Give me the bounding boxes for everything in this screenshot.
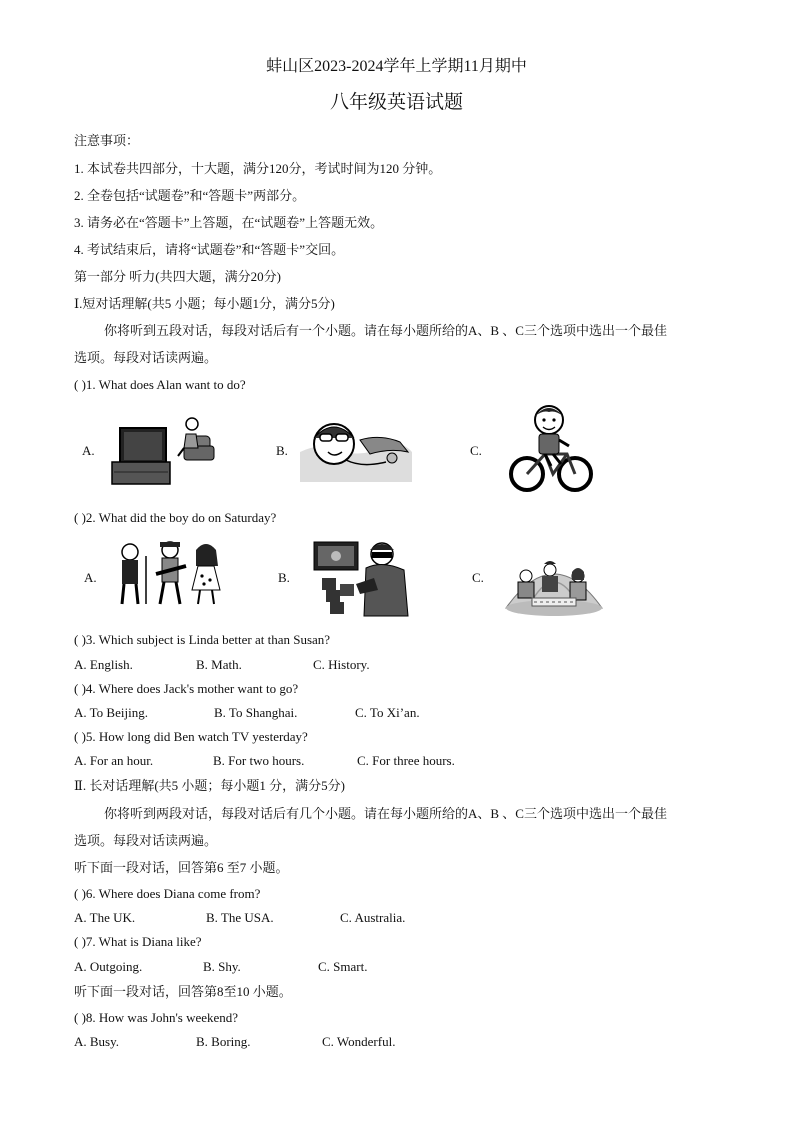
- dialogue-lead: 听下面一段对话，回答第8至10 小题。: [74, 984, 292, 999]
- section-instruction: 选项。每段对话读两遍。: [74, 833, 218, 848]
- option-c: C. Smart.: [318, 959, 368, 974]
- option-b: B. Boring.: [196, 1034, 251, 1049]
- option-c: C. History.: [313, 657, 370, 672]
- option-b: B. The USA.: [206, 910, 274, 925]
- notice-heading: 注意事项：: [74, 133, 140, 148]
- option-b: B. To Shanghai.: [214, 705, 298, 720]
- question-2: ( )2. What did the boy do on Saturday?: [74, 510, 277, 525]
- option-c: C. To Xi’an.: [355, 705, 420, 720]
- boy-riding-bicycle-icon: [505, 402, 595, 496]
- option-b: B. For two hours.: [213, 753, 305, 768]
- question-5: ( )5. How long did Ben watch TV yesterday?: [74, 729, 308, 744]
- option-c: C. Australia.: [340, 910, 406, 925]
- option-a-label: A.: [84, 570, 97, 585]
- option-a: A. Busy.: [74, 1034, 120, 1049]
- page-subtitle: 八年级英语试题: [329, 92, 463, 113]
- question-7: ( )7. What is Diana like?: [74, 934, 202, 949]
- part-heading: 第一部分 听力(共四大题，满分20分): [74, 269, 281, 284]
- section-heading: Ⅱ. 长对话理解(共5 小题；每小题1 分，满分5分): [74, 778, 345, 793]
- option-b-label: B.: [276, 443, 288, 458]
- option-c: C. Wonderful.: [322, 1034, 396, 1049]
- option-c: C. For three hours.: [357, 753, 455, 768]
- option-c-label: C.: [472, 570, 484, 585]
- family-picnic-tent-icon: [498, 546, 610, 618]
- question-6: ( )6. Where does Diana come from?: [74, 886, 261, 901]
- notice-item: 1. 本试卷共四部分，十大题，满分120分，考试时间为120 分钟。: [74, 161, 442, 176]
- option-b: B. Shy.: [203, 959, 241, 974]
- section-instruction: 你将听到两段对话，每段对话后有几个小题。请在每小题所给的A、B 、C三个选项中选出一个最佳: [104, 806, 667, 821]
- section-instruction: 选项。每段对话读两遍。: [74, 350, 218, 365]
- option-a: A. To Beijing.: [74, 705, 148, 720]
- section-heading: Ⅰ.短对话理解(共5 小题；每小题1分，满分5分): [74, 296, 335, 311]
- option-b: B. Math.: [196, 657, 242, 672]
- section-instruction: 你将听到五段对话，每段对话后有一个小题。请在每小题所给的A、B 、C三个选项中选出一个最佳: [104, 323, 667, 338]
- page-title: 蚌山区2023-2024学年上学期11月期中: [266, 58, 527, 75]
- question-4: ( )4. Where does Jack's mother want to go?: [74, 681, 299, 696]
- option-a: A. Outgoing.: [74, 959, 143, 974]
- option-c-label: C.: [470, 443, 482, 458]
- notice-item: 3. 请务必在“答题卡”上答题，在“试题卷”上答题无效。: [74, 215, 384, 230]
- question-3: ( )3. Which subject is Linda better at than Susan?: [74, 632, 331, 647]
- band-playing-music-icon: [112, 540, 224, 608]
- question-1: ( )1. What does Alan want to do?: [74, 377, 246, 392]
- dialogue-lead: 听下面一段对话，回答第6 至7 小题。: [74, 860, 289, 875]
- swimmer-icon: [300, 412, 412, 482]
- option-a: A. The UK.: [74, 910, 136, 925]
- notice-item: 4. 考试结束后，请将“试题卷”和“答题卡”交回。: [74, 242, 345, 257]
- notice-item: 2. 全卷包括“试题卷”和“答题卡”两部分。: [74, 188, 306, 203]
- tv-and-armchair-icon: [110, 412, 216, 488]
- option-a-label: A.: [82, 443, 95, 458]
- option-b-label: B.: [278, 570, 290, 585]
- option-a: A. English.: [74, 657, 133, 672]
- option-a: A. For an hour.: [74, 753, 154, 768]
- cinema-audience-icon: [312, 538, 412, 620]
- question-8: ( )8. How was John's weekend?: [74, 1010, 239, 1025]
